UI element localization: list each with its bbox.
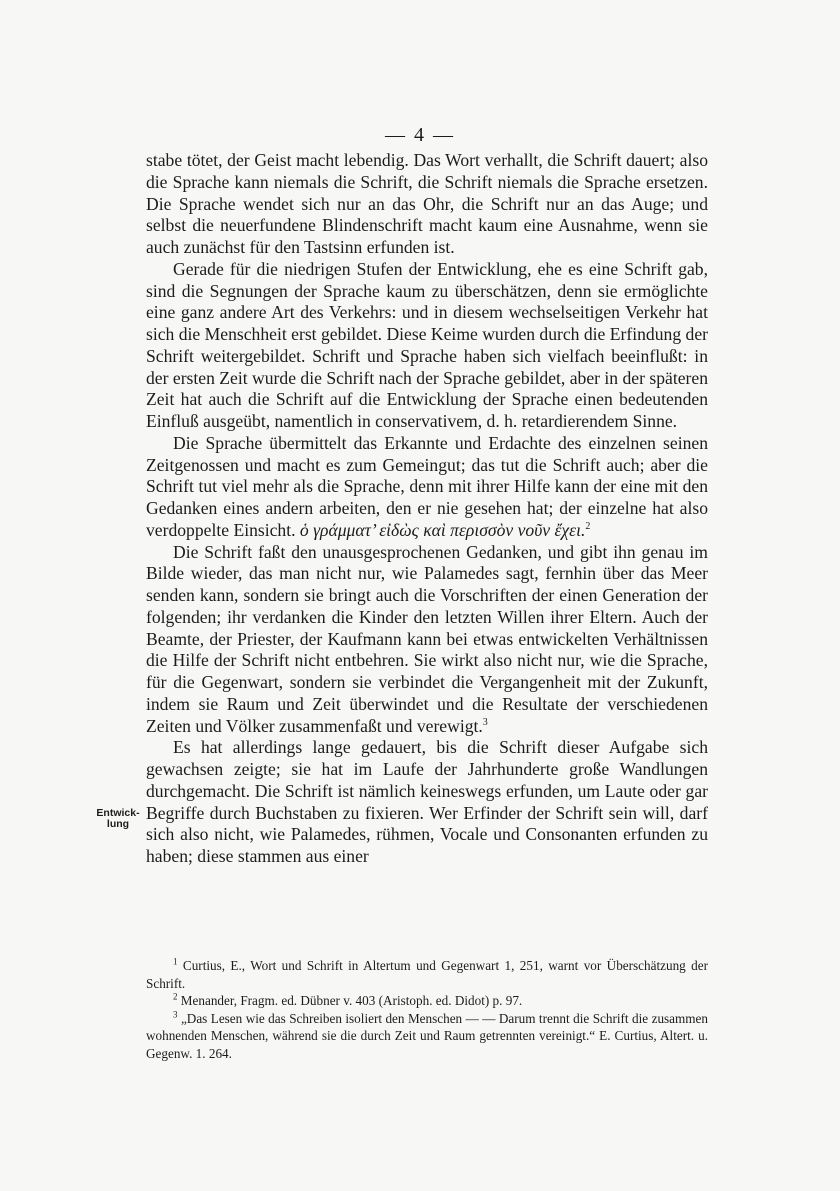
paragraph-4-text: Die Schrift faßt den unausgesprochenen Gedanken, und gibt ihn genau im Bilde wieder, das man nicht nur, wie Palamedes sagt, fernhin über das Meer senden kann, sondern sie bringt auch die Vorschriften der einen Generation der folgenden; ihr verdanken die Kinder den letzten Willen ihrer Eltern. Auch der Beamte, der Priester, der Kaufmann kann bei etwas entwickelten Verhältnissen die Hilfe der Schrift nicht entbehren. Sie wirkt also nicht nur, wie die Sprache, für die Gegenwart, sondern sie verbindet die Vergangenheit mit der Zukunft, indem sie Raum und Zeit überwindet und die Resultate der verschiedenen Zeiten und Völker zusammenfaßt und verewigt. — [146, 541, 708, 736]
footnotes — [146, 957, 708, 1062]
footnote-1 — [146, 957, 708, 992]
footnote-mark: 2 — [173, 991, 178, 1002]
margin-note — [87, 808, 149, 830]
paragraph-2: Gerade für die niedrigen Stufen der Entwicklung, ehe es eine Schrift gab, sind die Segnungen der Sprache kaum zu überschätzen, denn sie ermöglichte eine ganz andere Art des Verkehrs: und in diesem wechselseitigen Verkehr hat sich die Menschheit erst gebildet. Diese Keime wurden durch die Erfindung der Schrift weitergebildet. Schrift und Sprache haben sich vielfach beeinflußt: in der ersten Zeit wurde die Schrift nach der Sprache gebildet, aber in der späteren Zeit hat auch die Schrift auf die Entwicklung der Sprache einen bedeutenden Einfluß ausgeübt, namentlich in conservativem, d. h. retardierendem Sinne. — [146, 258, 708, 431]
paragraph-5: Es hat allerdings lange gedauert, bis die Schrift dieser Aufgabe sich gewachsen zeigte; sie hat im Laufe der Jahrhunderte große Wandlungen durchgemacht. Die Schrift ist nämlich keineswegs erfunden, um Laute oder gar Begriffe durch Buchstaben zu fixieren. Wer Erfinder der Schrift sein will, darf sich also nicht, wie Palamedes, rühmen, Vocale und Consonanten erfunden zu haben; diese stammen aus einer — [146, 737, 708, 866]
footnote-ref-3[interactable]: 3 — [482, 716, 488, 728]
footnote-ref-2[interactable]: 2 — [585, 520, 591, 532]
page-number: — 4 — — [385, 124, 455, 146]
footnote-text: „Das Lesen wie das Schreiben isoliert den Menschen — — Darum trennt die Schrift die zusammen wohnenden Menschen, während sie die durch Zeit und Raum getrennten vereinigt.“ E. Curtius, Altert. u. Gegenw. 1. 264. — [146, 1010, 708, 1061]
footnote-text: Curtius, E., Wort und Schrift in Altertum und Gegenwart 1, 251, warnt vor Überschätzung der Schrift. — [146, 958, 708, 991]
footnote-mark: 1 — [173, 956, 178, 967]
body-text — [146, 150, 708, 868]
greek-quote: ὁ γράμματ’ εἰδὼς καὶ περισσὸν νοῦν ἔχει. — [299, 519, 586, 540]
margin-note-line-2: lung — [106, 818, 130, 830]
footnote-3 — [146, 1010, 708, 1063]
paragraph-3-text: Die Sprache übermittelt das Erkannte und Erdachte des einzelnen seinen Zeitgenossen und macht es zum Gemeingut; das tut die Schrift auch; aber die Schrift tut viel mehr als die Sprache, denn mit ihrer Hilfe kann der eine mit den Gedanken eines andern arbeiten, den er nie gesehen hat; der einzelne hat also verdoppelte Einsicht. — [146, 432, 708, 540]
margin-note-line-1: Entwick- — [96, 807, 140, 819]
footnote-mark: 3 — [173, 1009, 178, 1020]
footnote-text: Menander, Fragm. ed. Dübner v. 403 (Aristoph. ed. Didot) p. 97. — [180, 993, 523, 1008]
footnote-2 — [146, 992, 708, 1010]
paragraph-3 — [146, 433, 708, 542]
paragraph-4 — [146, 542, 708, 738]
paragraph-1: stabe tötet, der Geist macht lebendig. Das Wort verhallt, die Schrift dauert; also die Sprache kann niemals die Schrift, die Schrift niemals die Sprache ersetzen. Die Sprache wendet sich nur an das Ohr, die Schrift nur an das Auge; und selbst die neuerfundene Blindenschrift macht kaum eine Ausnahme, wenn sie auch zunächst für den Tastsinn erfunden ist. — [146, 150, 708, 257]
